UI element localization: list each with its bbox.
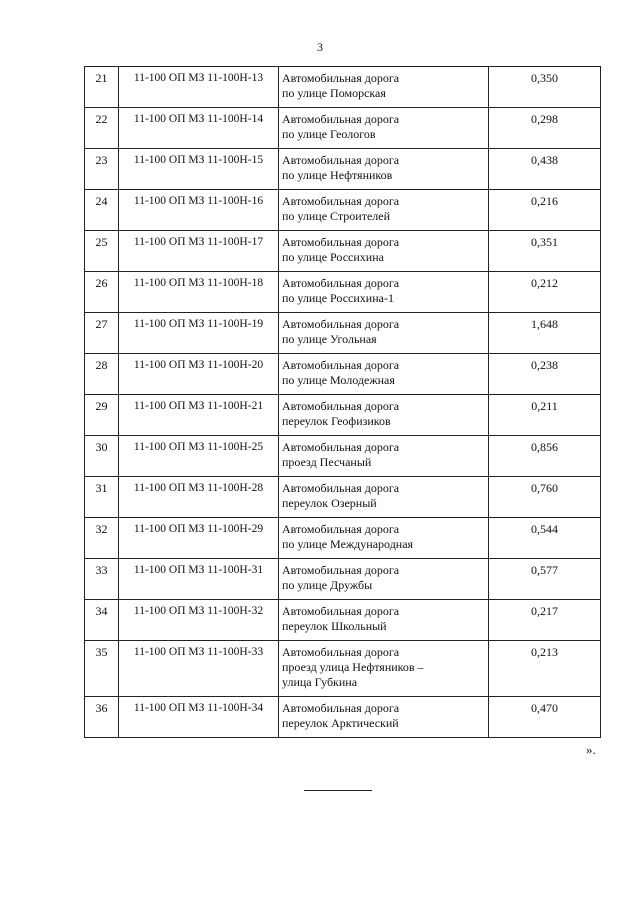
table-row [85, 600, 601, 641]
road-name-line: по улице Дружбы [282, 578, 373, 592]
road-name-line: проезд улица Нефтяников – [282, 660, 424, 674]
road-code-cell: 11-100 ОП МЗ 11-100Н-34 [119, 697, 279, 738]
row-number-cell: 36 [85, 697, 119, 738]
road-name-cell [279, 108, 489, 149]
road-name-cell [279, 149, 489, 190]
road-code-cell: 11-100 ОП МЗ 11-100Н-16 [119, 190, 279, 231]
road-name-cell [279, 436, 489, 477]
road-name-line: Автомобильная дорога [282, 317, 400, 331]
road-name-cell [279, 395, 489, 436]
road-code-cell: 11-100 ОП МЗ 11-100Н-29 [119, 518, 279, 559]
road-name-cell [279, 354, 489, 395]
road-code-cell: 11-100 ОП МЗ 11-100Н-31 [119, 559, 279, 600]
table-row [85, 697, 601, 738]
road-name-line: Автомобильная дорога [282, 481, 400, 495]
road-name-line: Автомобильная дорога [282, 276, 400, 290]
row-number-cell: 30 [85, 436, 119, 477]
road-name-line: Автомобильная дорога [282, 194, 400, 208]
road-length-cell: 0,470 [489, 697, 601, 738]
row-number-cell: 24 [85, 190, 119, 231]
row-number-cell: 32 [85, 518, 119, 559]
row-number-cell: 25 [85, 231, 119, 272]
road-name-line: Автомобильная дорога [282, 701, 400, 715]
table-row [85, 149, 601, 190]
road-name-line: по улице Геологов [282, 127, 376, 141]
table-row [85, 395, 601, 436]
road-length-cell: 0,238 [489, 354, 601, 395]
road-code-cell: 11-100 ОП МЗ 11-100Н-19 [119, 313, 279, 354]
row-number-cell: 35 [85, 641, 119, 697]
row-number-cell: 31 [85, 477, 119, 518]
road-length-cell: 0,211 [489, 395, 601, 436]
road-name-cell [279, 67, 489, 108]
road-name-line: улица Губкина [282, 675, 358, 689]
road-name-line: переулок Геофизиков [282, 414, 391, 428]
road-name-cell [279, 477, 489, 518]
road-name-line: проезд Песчаный [282, 455, 372, 469]
road-name-line: переулок Арктический [282, 716, 399, 730]
road-length-cell: 0,213 [489, 641, 601, 697]
road-length-cell: 0,351 [489, 231, 601, 272]
road-length-cell: 0,760 [489, 477, 601, 518]
end-separator-line [304, 790, 372, 791]
road-code-cell: 11-100 ОП МЗ 11-100Н-20 [119, 354, 279, 395]
roads-table-body [85, 67, 601, 738]
road-name-line: по улице Нефтяников [282, 168, 393, 182]
road-name-cell [279, 272, 489, 313]
roads-table [84, 66, 601, 738]
road-name-line: переулок Школьный [282, 619, 387, 633]
closing-quote-mark: ». [586, 742, 596, 757]
table-row [85, 354, 601, 395]
road-name-line: Автомобильная дорога [282, 440, 400, 454]
road-name-line: Автомобильная дорога [282, 522, 400, 536]
row-number-cell: 22 [85, 108, 119, 149]
row-number-cell: 33 [85, 559, 119, 600]
road-code-cell: 11-100 ОП МЗ 11-100Н-25 [119, 436, 279, 477]
road-name-line: по улице Россихина [282, 250, 384, 264]
table-row [85, 231, 601, 272]
page-number: 3 [317, 40, 323, 54]
road-length-cell: 0,350 [489, 67, 601, 108]
road-name-line: Автомобильная дорога [282, 358, 400, 372]
road-name-cell [279, 190, 489, 231]
road-code-cell: 11-100 ОП МЗ 11-100Н-14 [119, 108, 279, 149]
table-row [85, 477, 601, 518]
road-name-line: по улице Россихина-1 [282, 291, 394, 305]
road-name-line: по улице Молодежная [282, 373, 395, 387]
road-name-line: Автомобильная дорога [282, 604, 400, 618]
road-length-cell: 0,216 [489, 190, 601, 231]
road-length-cell: 0,577 [489, 559, 601, 600]
table-row [85, 190, 601, 231]
road-name-line: переулок Озерный [282, 496, 377, 510]
road-name-cell [279, 641, 489, 697]
road-code-cell: 11-100 ОП МЗ 11-100Н-33 [119, 641, 279, 697]
road-code-cell: 11-100 ОП МЗ 11-100Н-32 [119, 600, 279, 641]
table-row [85, 313, 601, 354]
table-row [85, 272, 601, 313]
road-name-cell [279, 231, 489, 272]
road-length-cell: 0,438 [489, 149, 601, 190]
road-code-cell: 11-100 ОП МЗ 11-100Н-15 [119, 149, 279, 190]
table-row [85, 518, 601, 559]
road-length-cell: 1,648 [489, 313, 601, 354]
road-name-cell [279, 697, 489, 738]
row-number-cell: 29 [85, 395, 119, 436]
road-length-cell: 0,298 [489, 108, 601, 149]
road-code-cell: 11-100 ОП МЗ 11-100Н-17 [119, 231, 279, 272]
road-name-line: по улице Строителей [282, 209, 391, 223]
road-name-line: по улице Международная [282, 537, 414, 551]
road-name-line: по улице Угольная [282, 332, 377, 346]
row-number-cell: 26 [85, 272, 119, 313]
road-name-cell [279, 518, 489, 559]
row-number-cell: 23 [85, 149, 119, 190]
road-length-cell: 0,856 [489, 436, 601, 477]
row-number-cell: 28 [85, 354, 119, 395]
table-row [85, 641, 601, 697]
road-name-line: Автомобильная дорога [282, 153, 400, 167]
table-row [85, 559, 601, 600]
road-length-cell: 0,544 [489, 518, 601, 559]
road-name-line: Автомобильная дорога [282, 645, 400, 659]
road-name-line: по улице Поморская [282, 86, 386, 100]
road-code-cell: 11-100 ОП МЗ 11-100Н-18 [119, 272, 279, 313]
table-row [85, 108, 601, 149]
road-name-line: Автомобильная дорога [282, 399, 400, 413]
road-code-cell: 11-100 ОП МЗ 11-100Н-13 [119, 67, 279, 108]
road-name-line: Автомобильная дорога [282, 71, 400, 85]
road-name-cell [279, 559, 489, 600]
row-number-cell: 27 [85, 313, 119, 354]
road-name-cell [279, 313, 489, 354]
road-code-cell: 11-100 ОП МЗ 11-100Н-21 [119, 395, 279, 436]
road-name-line: Автомобильная дорога [282, 112, 400, 126]
road-code-cell: 11-100 ОП МЗ 11-100Н-28 [119, 477, 279, 518]
road-length-cell: 0,212 [489, 272, 601, 313]
row-number-cell: 34 [85, 600, 119, 641]
road-length-cell: 0,217 [489, 600, 601, 641]
table-row [85, 436, 601, 477]
road-name-cell [279, 600, 489, 641]
road-name-line: Автомобильная дорога [282, 563, 400, 577]
row-number-cell: 21 [85, 67, 119, 108]
table-row [85, 67, 601, 108]
road-name-line: Автомобильная дорога [282, 235, 400, 249]
